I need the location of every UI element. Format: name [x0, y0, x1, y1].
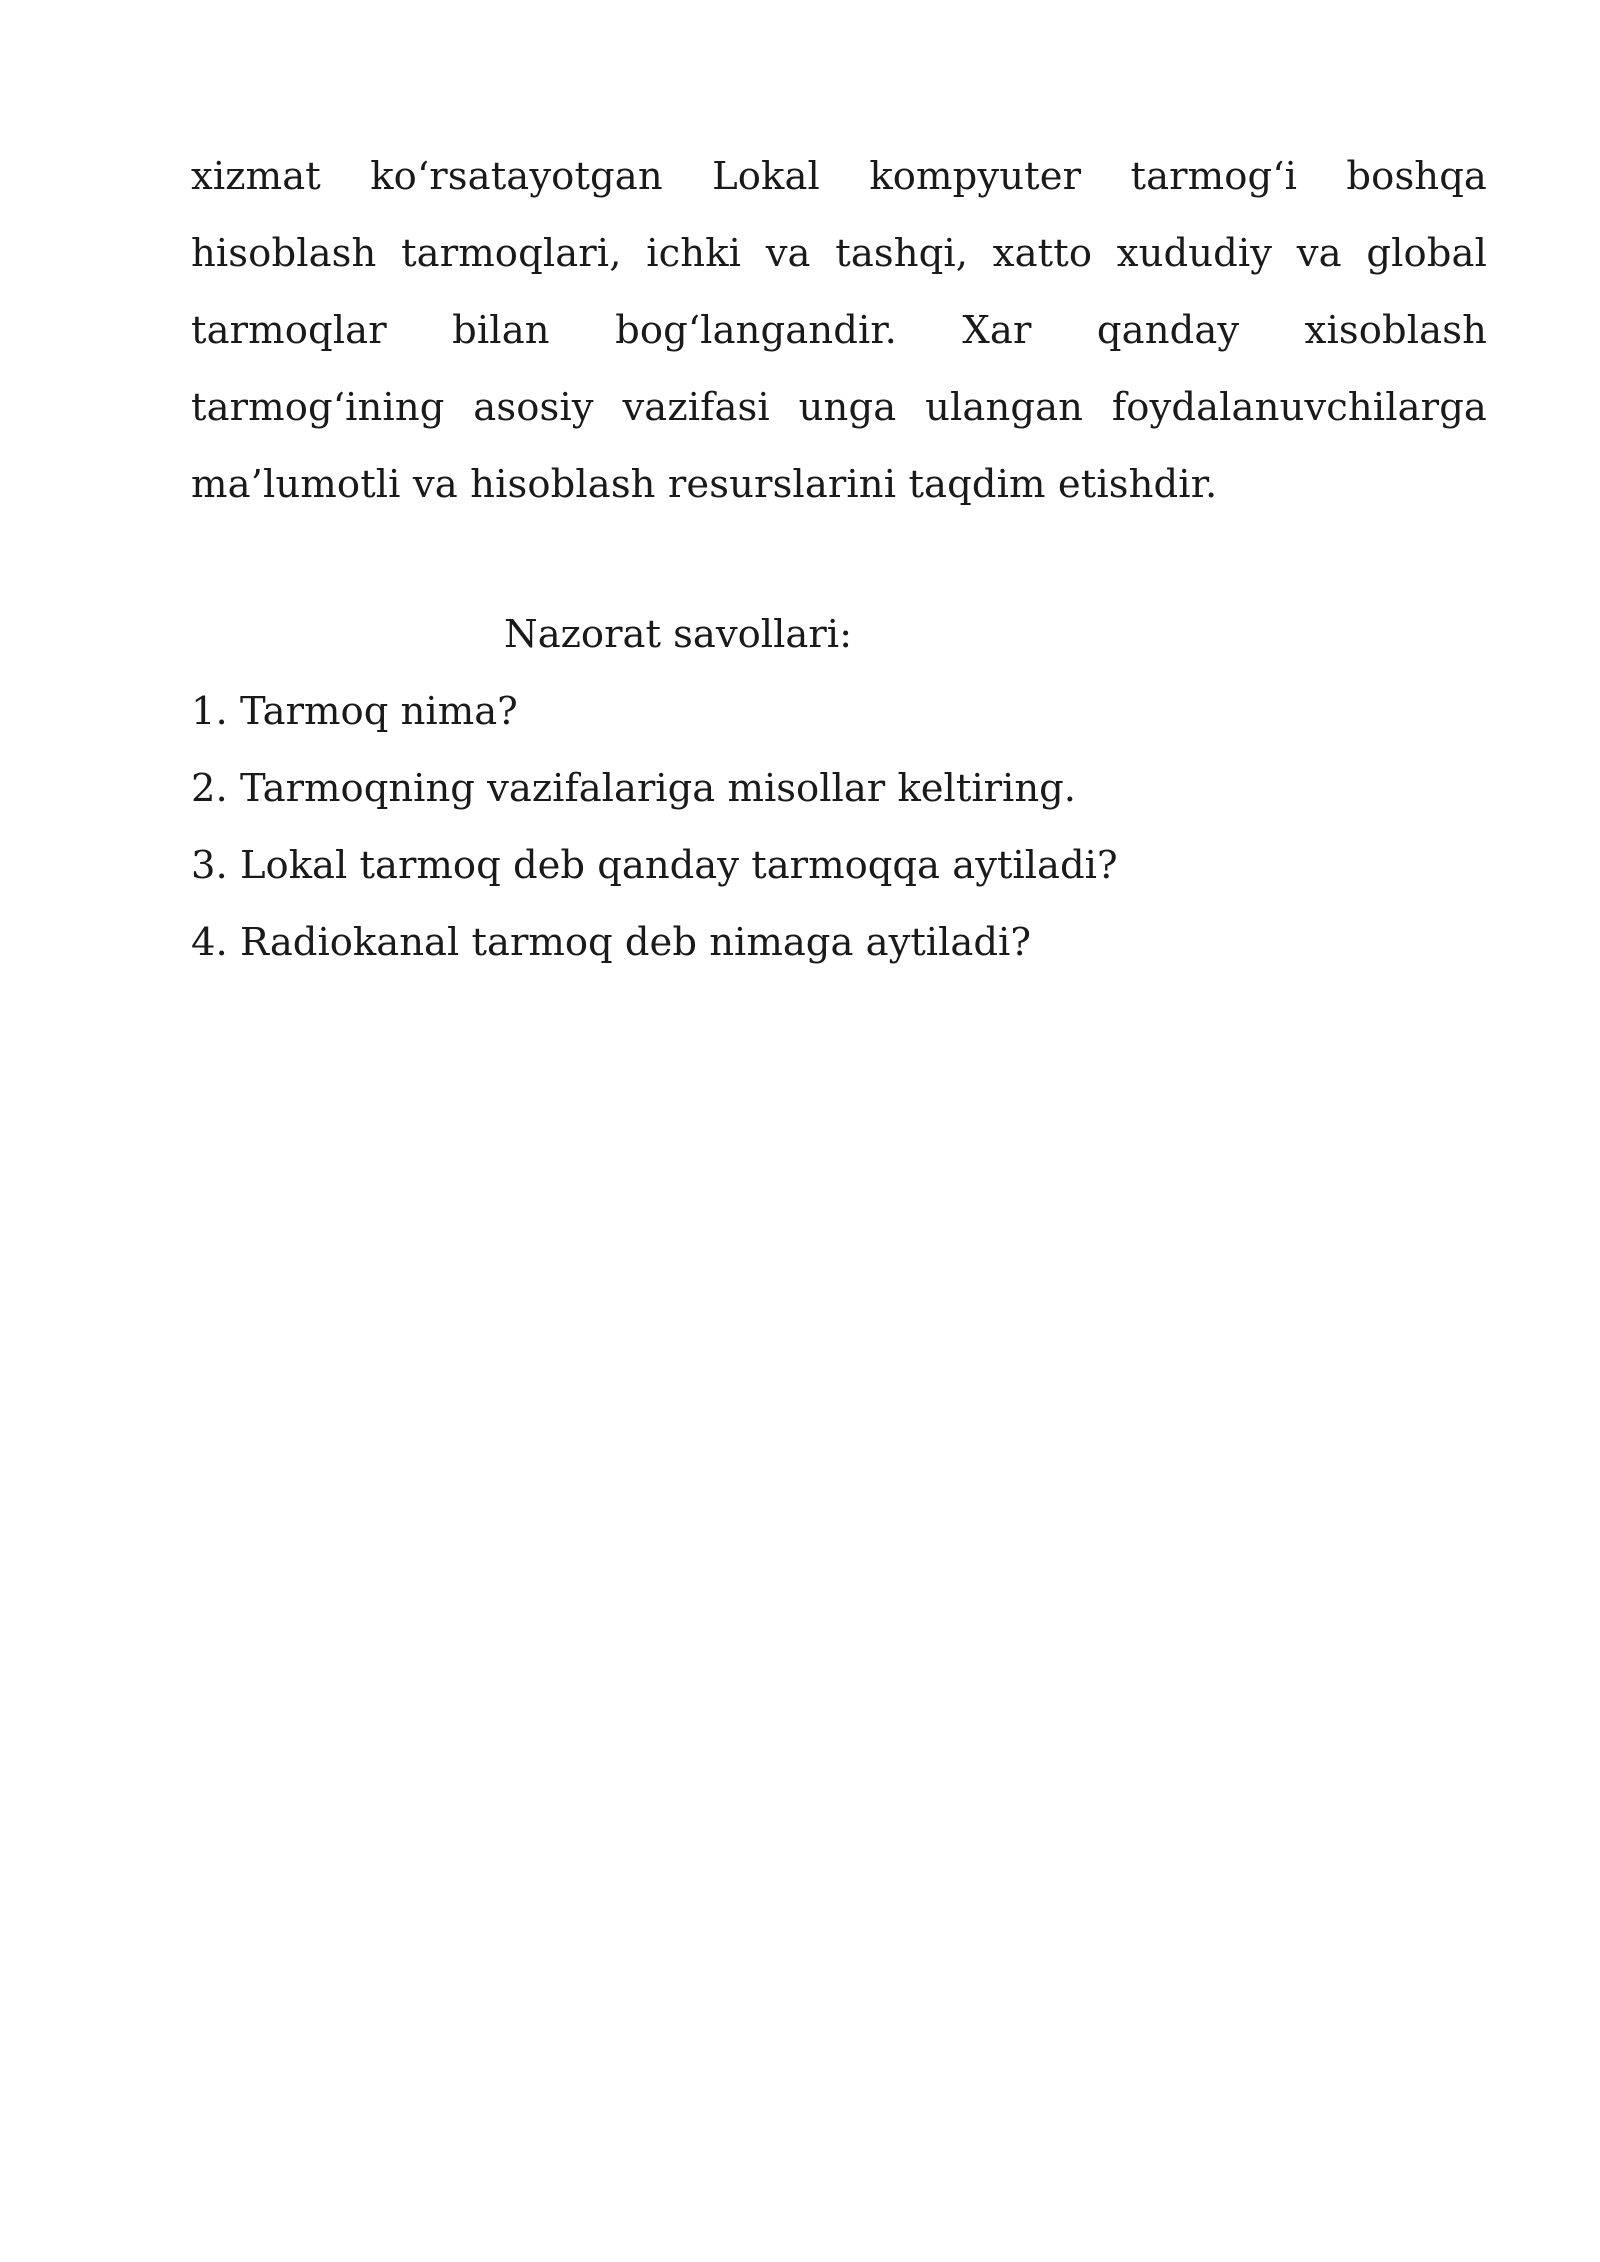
question-item: 4. Radiokanal tarmoq deb nimaga aytiladi?: [191, 920, 1031, 965]
question-item: 2. Tarmoqning vazifalariga misollar keltiring.: [191, 766, 1077, 811]
body-paragraph: xizmat ko‘rsatayotgan Lokal kompyuter tarmog‘i boshqa hisoblash tarmoqlari, ichki va tashqi, xatto xududiy va global tarmoqlar bilan bog‘langandir. Xar qanday xisoblash tarmog‘ining asosiy vazifasi unga ulangan foydalanuvchilarga ma’lumotli va hisoblash resurslarini taqdim etishdir.: [191, 154, 1487, 507]
question-list: [191, 673, 1118, 981]
question-item: 3. Lokal tarmoq deb qanday tarmoqqa aytiladi?: [191, 843, 1118, 888]
question-item: 1. Tarmoq nima?: [191, 689, 518, 734]
section-heading: Nazorat savollari:: [504, 612, 853, 657]
